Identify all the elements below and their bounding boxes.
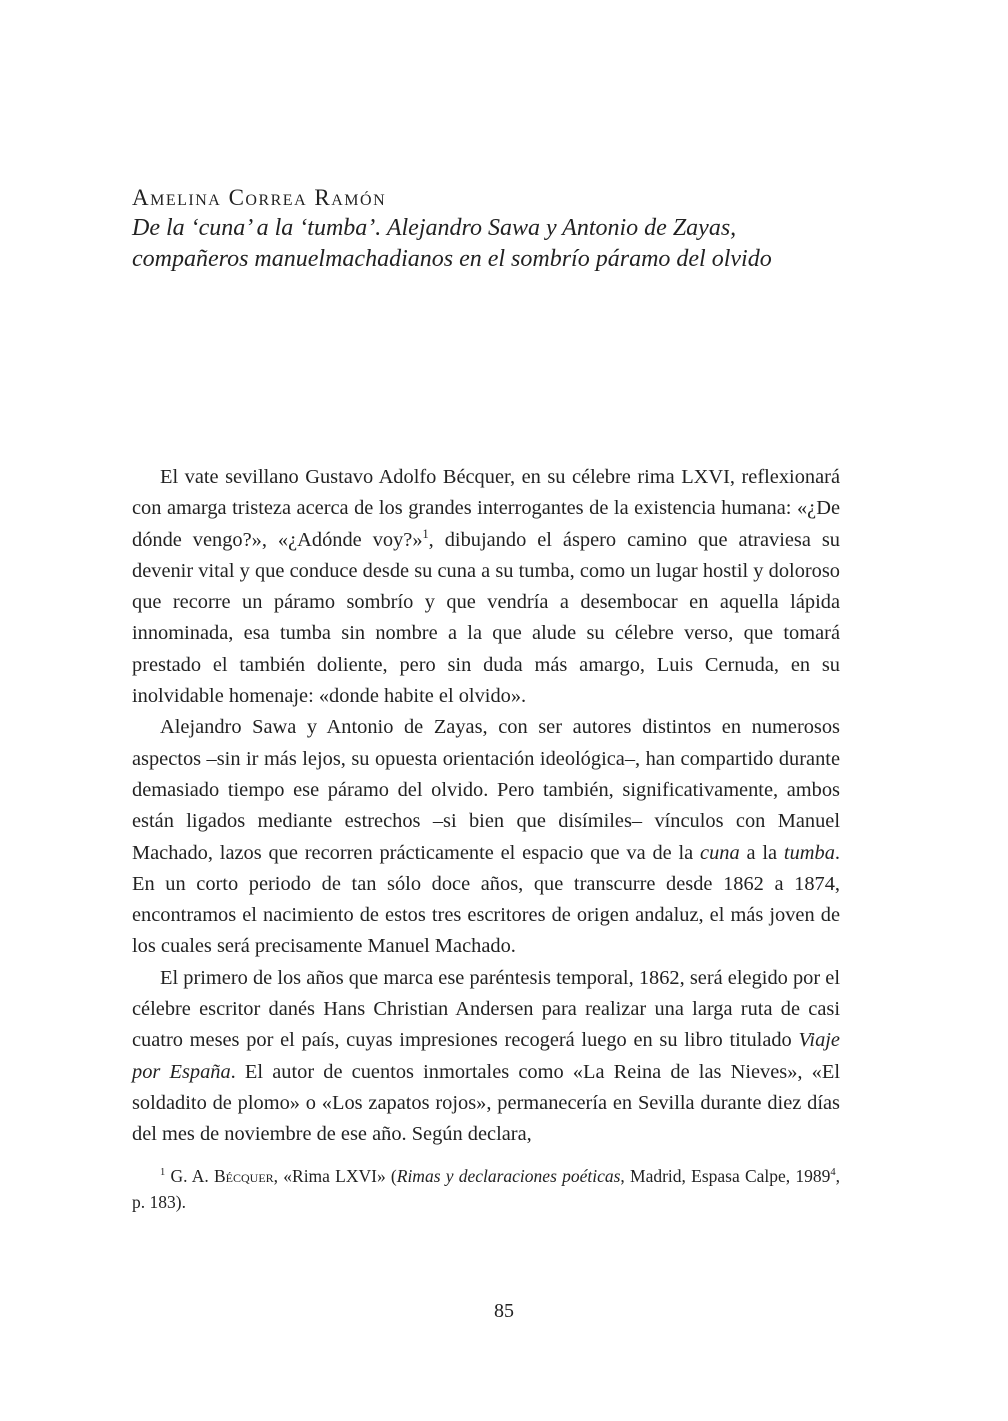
book-title: Viaje por España: [132, 1029, 840, 1083]
emphasis-tumba: tumba: [783, 841, 835, 864]
title-line-2: compañeros manuelmachadianos en el sombrío páramo del olvido: [132, 246, 772, 272]
paragraph-3-text-b: . El autor de cuentos inmortales como «La Reina de las Nieves», «El soldadito de plomo» o «Los zapatos rojos», permanecería en Sevilla durante diez días del mes de noviembre de ese año. Según declara,: [132, 1060, 840, 1146]
paragraph-2-text-a: Alejandro Sawa y Antonio de Zayas, con ser autores distintos en numerosos aspectos –sin ir más lejos, su opuesta orientación ideológica–, han compartido durante demasiado tiempo ese páramo del olvido. Pero también, significativamente, ambos están ligados mediante estrechos –si bien que disímiles– vínculos con Manuel Machado, lazos que recorren prácticamente el espacio que va de la: [132, 716, 840, 864]
footnote-ref-1[interactable]: 1: [422, 526, 429, 541]
paragraph-2-text-c: . En un corto periodo de tan sólo doce años, que transcurre desde 1862 a 1874, encontramos el nacimiento de estos tres escritores de origen andaluz, el más joven de los cuales será precisamente Manuel Machado.: [132, 841, 840, 958]
paragraph-3: [132, 963, 840, 1151]
paragraph-1-text-b: , dibujando el áspero camino que atraviesa su devenir vital y que conduce desde su cuna a su tumba, como un lugar hostil y doloroso que recorre un páramo sombrío y que vendría a desembocar en aquella lápida innominada, esa tumba sin nombre a la que alude su célebre verso, que tomará prestado el también doliente, pero sin duda más amargo, Luis Cernuda, en su inolvidable homenaje: «donde habite el olvido».: [132, 528, 841, 708]
footnote-rima: , «Rima LXVI» (: [273, 1166, 397, 1186]
footnote-details: , Madrid, Espasa Calpe, 1989: [620, 1166, 831, 1186]
footnote-edition: 4: [830, 1167, 836, 1179]
paragraph-3-text-a: El primero de los años que marca ese paréntesis temporal, 1862, será elegido por el célebre escritor danés Hans Christian Andersen para realizar una larga ruta de casi cuatro meses por el país, cuyas impresiones recogerá luego en su libro titulado: [132, 966, 840, 1052]
body-text: [132, 462, 840, 1151]
footnote-marker: 1: [160, 1167, 166, 1179]
author-name: Amelina Correa Ramón: [132, 185, 387, 210]
paragraph-1-text-a: El vate sevillano Gustavo Adolfo Bécquer, en su célebre rima LXVI, reflexionará con amarga tristeza acerca de los grandes interrogantes de la existencia humana: «¿De dónde vengo?», «¿Adónde voy?»: [132, 466, 840, 551]
footnote-pages: , p. 183).: [132, 1166, 840, 1212]
paragraph-2: [132, 712, 840, 962]
footnote-initials: G. A.: [165, 1166, 214, 1186]
footnote-surname: Bécquer: [213, 1166, 274, 1186]
paragraph-2-text-b: a la: [739, 841, 784, 864]
footnote-book: Rimas y declaraciones poéticas: [396, 1166, 621, 1186]
article-header: [132, 183, 852, 275]
footnote: [132, 1163, 840, 1215]
page-number: 85: [494, 1300, 514, 1322]
title-line-1: De la ‘cuna’ a la ‘tumba’. Alejandro Sawa y Antonio de Zayas,: [132, 215, 737, 241]
paragraph-1: [132, 462, 840, 712]
article-title: [132, 213, 852, 275]
emphasis-cuna: cuna: [700, 841, 740, 864]
